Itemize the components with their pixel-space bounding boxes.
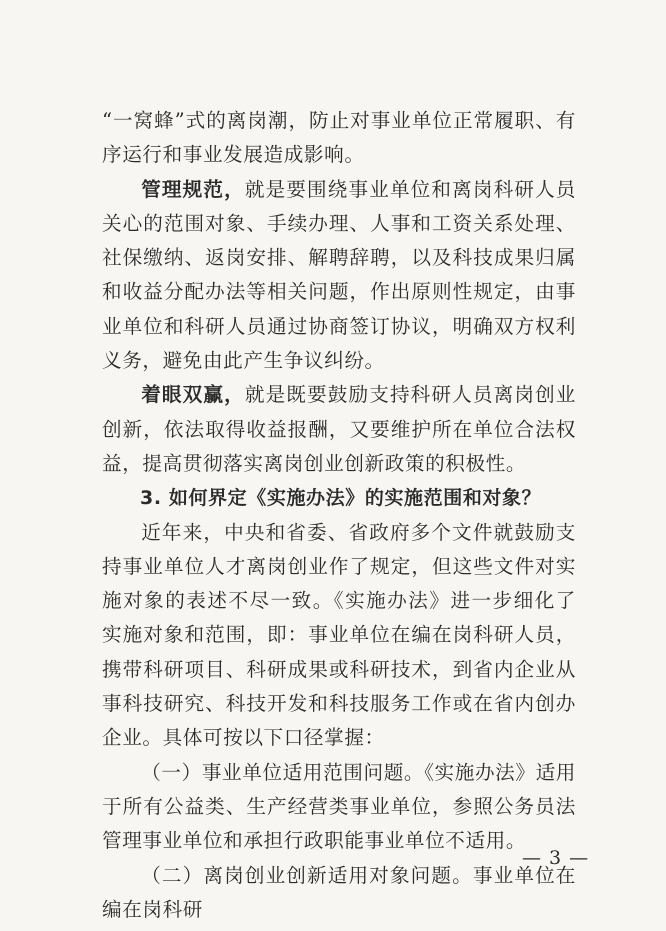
paragraph-continuation	[102, 104, 576, 173]
paragraph-text: “一窝蜂”式的离岗潮，防止对事业单位正常履职、有序运行和事业发展造成影响。	[102, 109, 576, 167]
section-heading-text: 3. 如何界定《实施办法》的实施范围和对象？	[140, 487, 542, 510]
paragraph-item-one	[102, 756, 576, 859]
paragraph-text: 近年来，中央和省委、省政府多个文件就鼓励支持事业单位人才离岗创业作了规定，但这些文件对实施对象的表述不尽一致。《实施办法》进一步细化了实施对象和范围，即：事业单位在编在岗科研人员，携带科研项目、科研成果或科研技术，到省内企业从事科技研究、科技开发和科技服务工作或在省内创办企业。具体可按以下口径掌握：	[102, 520, 576, 750]
paragraph-text: （一）事业单位适用范围问题。《实施办法》适用于所有公益类、生产经营类事业单位，参照公务员法管理事业单位和承担行政职能事业单位不适用。	[102, 760, 576, 853]
paragraph-text: 就是要围绕事业单位和离岗科研人员关心的范围对象、手续办理、人事和工资关系处理、社保缴纳、返岗安排、解聘辞聘，以及科技成果归属和收益分配办法等相关问题，作出原则性规定，由事业单位和科研人员通过协商签订协议，明确双方权利义务，避免由此产生争议纠纷。	[102, 177, 576, 373]
paragraph-text: 就是既要鼓励支持科研人员离岗创业创新，依法取得收益报酬，又要维护所在单位合法权益，提高贯彻落实离岗创业创新政策的积极性。	[102, 383, 576, 475]
paragraph-item-two	[102, 859, 576, 928]
body-text	[102, 104, 576, 927]
page-number: — 3 —	[522, 847, 590, 869]
section-heading	[102, 481, 576, 515]
paragraph-lead: 着眼双赢，	[141, 383, 245, 407]
paragraph-lead: 管理规范，	[141, 177, 245, 201]
paragraph-scope	[102, 516, 576, 756]
paragraph-win-win	[102, 378, 576, 481]
paragraph-management	[102, 173, 576, 379]
paragraph-text: （二）离岗创业创新适用对象问题。事业单位在编在岗科研	[102, 863, 576, 921]
